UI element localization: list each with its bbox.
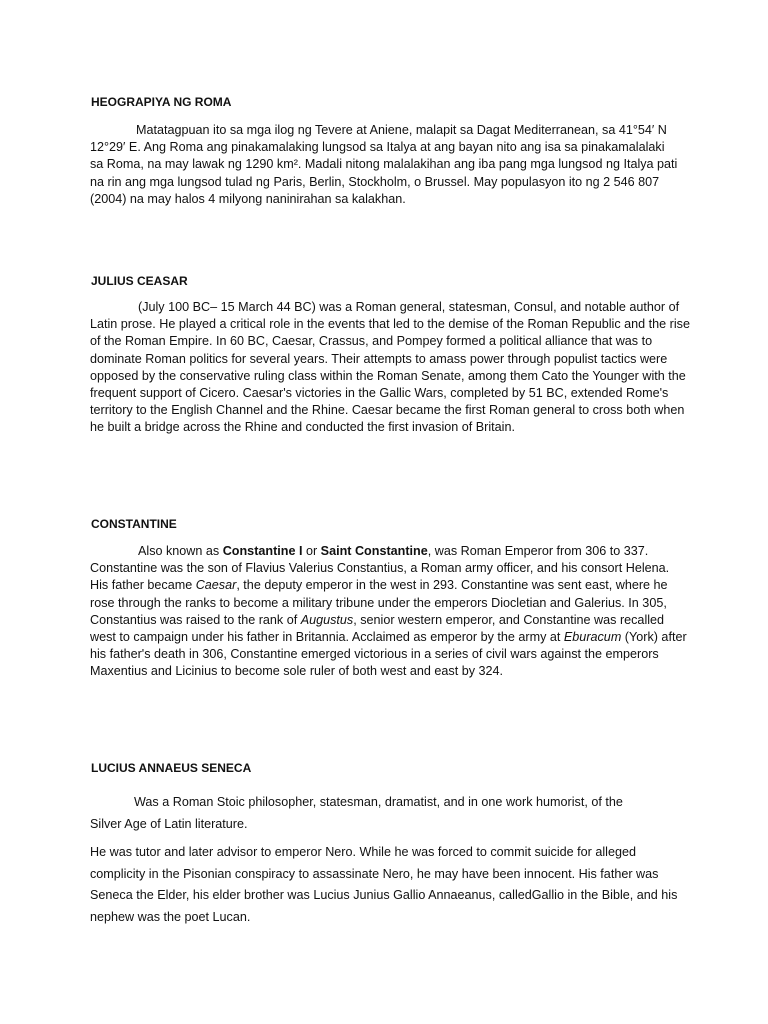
seneca-text-1: Was a Roman Stoic philosopher, statesman, dramatist, and in one work humorist, of the Silver Age of Latin literature. <box>90 795 623 831</box>
constantine-augustus-term: Augustus <box>300 612 354 627</box>
section-body-seneca-2: He was tutor and later advisor to emperor Nero. While he was forced to commit suicide for alleged complicity in the Pisonian conspiracy to assassinate Nero, he may have been innocent. His father was Seneca the Elder, his elder brother was Lucius Junius Gallio Annaeanus, calledGallio in the Bible, and his nephew was the poet Lucan. <box>90 845 678 924</box>
constantine-name-1: Constantine I <box>222 544 303 558</box>
constantine-caesar-term: Caesar <box>195 578 237 593</box>
section-title-caesar: JULIUS CEASAR <box>91 274 188 288</box>
caesar-text: (July 100 BC– 15 March 44 BC) was a Roman general, statesman, Consul, and notable author of Latin prose. He played a critical role in the events that led to the demise of the Roman Republic and the rise of the Roman Empire. In 60 BC, Caesar, Crassus, and Pompey formed a political alliance that was to dominate Roman politics for several years. Their attempts to amass power through populist tactics were opposed by the conservative ruling class within the Roman Senate, among them Cato the Younger with the frequent support of Cicero. Caesar's victories in the Gallic Wars, completed by 51 BC, extended Rome's territory to the English Channel and the Rhine. Caesar became the first Roman general to cross both when he built a bridge across the Rhine and conducted the first invasion of Britain. <box>90 300 690 435</box>
constantine-name-2: Saint Constantine <box>320 544 428 558</box>
constantine-or: or <box>302 544 321 558</box>
constantine-text-1: , was Roman Emperor from 306 to 337. Constantine was the son of Flavius Valerius Constantius, a Roman army officer, and his consort Helena. His father became <box>90 544 670 593</box>
section-body-roma <box>90 122 680 208</box>
constantine-text-3: , senior western emperor, and Constantine was recalled west to campaign under his father in Britannia. Acclaimed as emperor by the army at <box>90 612 665 645</box>
section-title-constantine: CONSTANTINE <box>91 517 177 531</box>
roma-text: Matatagpuan ito sa mga ilog ng Tevere at Aniene, malapit sa Dagat Mediterranean, sa 41°54′ N 12°29′ E. Ang Roma ang pinakamalaking lungsod sa Italya at ang bayan nito ang isa sa pinakamalalaki sa Roma, na may lawak ng 1290 km². Madali nitong malalakihan ang iba pang mga lungsod ng Italya pati na rin ang mga lungsod tulad ng Paris, Berlin, Stockholm, o Brussel. May populasyon ito ng 2 546 807 (2004) na may halos 4 milyong naninirahan sa kalakhan. <box>90 123 678 206</box>
section-body-seneca-1 <box>90 792 650 835</box>
constantine-intro: Also known as <box>138 544 223 558</box>
section-body-constantine <box>90 543 690 681</box>
section-title-seneca: LUCIUS ANNAEUS SENECA <box>91 761 252 775</box>
section-body-caesar <box>90 299 690 437</box>
constantine-eburacum-term: Eburacum <box>563 630 622 645</box>
section-title-roma: HEOGRAPIYA NG ROMA <box>91 95 232 109</box>
constantine-text-4: (York) after his father's death in 306, Constantine emerged victorious in a series of civil wars against the emperors Maxentius and Licinius to become sole ruler of both west and east by 324. <box>90 630 687 679</box>
constantine-text-2: , the deputy emperor in the west in 293. Constantine was sent east, where he rose through the ranks to become a military tribune under the emperors Diocletian and Galerius. In 305, Constantius was raised to the rank of <box>90 578 668 627</box>
